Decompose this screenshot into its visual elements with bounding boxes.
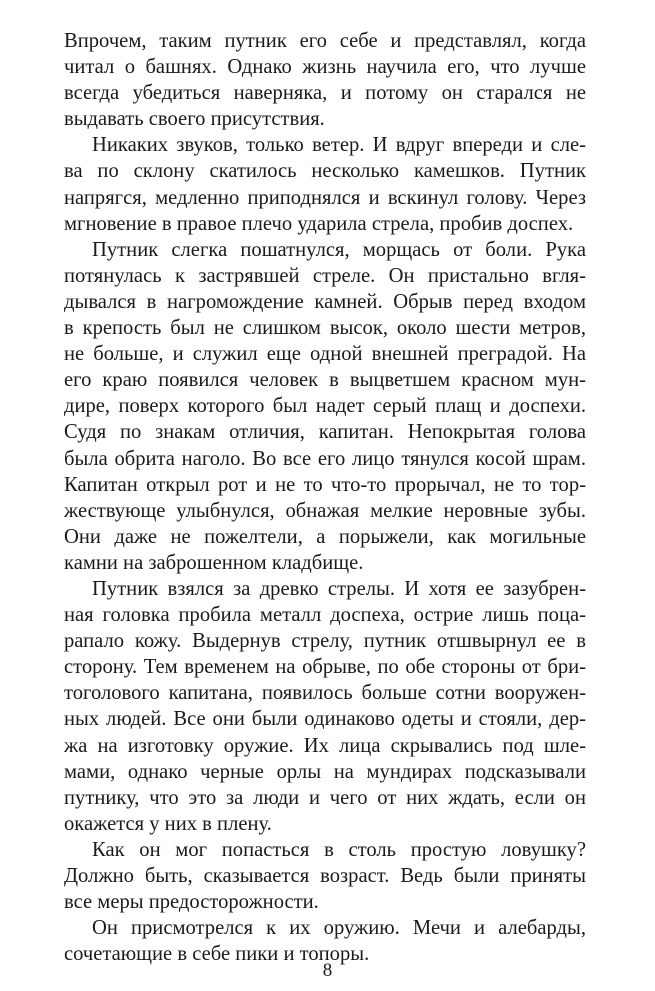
text-line: Впрочем, таким путник его себе и представлял, когда	[64, 30, 586, 52]
paragraph	[64, 237, 586, 576]
text-line: была обрита наголо. Во все его лицо тянулся косой шрам.	[64, 447, 586, 470]
paragraph	[64, 132, 586, 236]
text-line: сторону. Тем временем на обрыве, по обе стороны от бри-	[64, 656, 586, 679]
text-line: ва по склону скатилось несколько камешков. Путник	[64, 160, 586, 183]
text-line: выдавать своего присутствия.	[64, 108, 325, 131]
text-line: рапало кожу. Выдернув стрелу, путник отшвырнул ее в	[64, 630, 586, 653]
text-line: ная головка пробила металл доспеха, острие лишь поца-	[64, 604, 586, 627]
text-line: мгновение в правое плечо ударила стрела, пробив доспех.	[64, 212, 574, 235]
text-line: его краю появился человек в выцветшем красном мун-	[64, 369, 586, 392]
text-line: путнику, что это за люди и чего от них ждать, если он	[64, 786, 586, 809]
text-line: Он присмотрелся к их оружию. Мечи и алебарды,	[92, 917, 586, 940]
text-line: Должно быть, сказывается возраст. Ведь были приняты	[64, 865, 586, 887]
text-line: окажется у них в плену.	[64, 812, 272, 835]
text-line: сочетающие в себе пики и топоры.	[64, 943, 370, 966]
text-line: жа на изготовку оружие. Их лица скрывались под шле-	[64, 734, 586, 757]
paragraph	[64, 28, 586, 132]
text-line: потянулась к застрявшей стреле. Он пристально вгля-	[64, 264, 586, 287]
text-line: Путник слегка пошатнулся, морщась от боли. Рука	[92, 238, 586, 261]
text-line: все меры предосторожности.	[64, 891, 319, 914]
text-line: жествующе улыбнулся, обнажая мелкие неровные зубы.	[64, 499, 586, 522]
text-line: читал о башнях. Однако жизнь научила его, что лучше	[64, 56, 586, 79]
paragraph	[64, 837, 586, 915]
paragraph	[64, 576, 586, 837]
text-line: напрягся, медленно приподнялся и вскинул голову. Через	[64, 186, 586, 209]
text-line: дывался в нагромождение камней. Обрыв перед входом	[64, 290, 586, 313]
text-line: Никаких звуков, только ветер. И вдруг впереди и сле-	[92, 134, 586, 157]
text-line: тоголового капитана, появилось больше сотни вооружен-	[64, 682, 586, 705]
text-line: Судя по знакам отличия, капитан. Непокрытая голова	[64, 421, 586, 444]
page-number: 8	[322, 960, 333, 981]
text-line: камни на заброшенном кладбище.	[64, 551, 364, 574]
text-line: в крепость был не слишком высок, около шести метров,	[64, 317, 586, 340]
text-line: не больше, и служил еще одной внешней преградой. На	[64, 343, 586, 366]
text-line: дире, поверх которого был надет серый плащ и доспехи.	[64, 395, 586, 418]
text-line: ных людей. Все они были одинаково одеты и стояли, дер-	[64, 708, 586, 731]
page-text	[64, 28, 586, 967]
text-line: Как он мог попасться в столь простую ловушку?	[92, 838, 586, 861]
text-line: Путник взялся за древко стрелы. И хотя ее зазубрен-	[92, 577, 586, 600]
text-line: Они даже не пожелтели, а порыжели, как могильные	[64, 525, 586, 548]
text-line: всегда убедиться наверняка, и потому он старался не	[64, 82, 586, 105]
text-line: мами, однако черные орлы на мундирах подсказывали	[64, 760, 586, 783]
text-line: Капитан открыл рот и не то что-то прорычал, не то тор-	[64, 473, 586, 496]
